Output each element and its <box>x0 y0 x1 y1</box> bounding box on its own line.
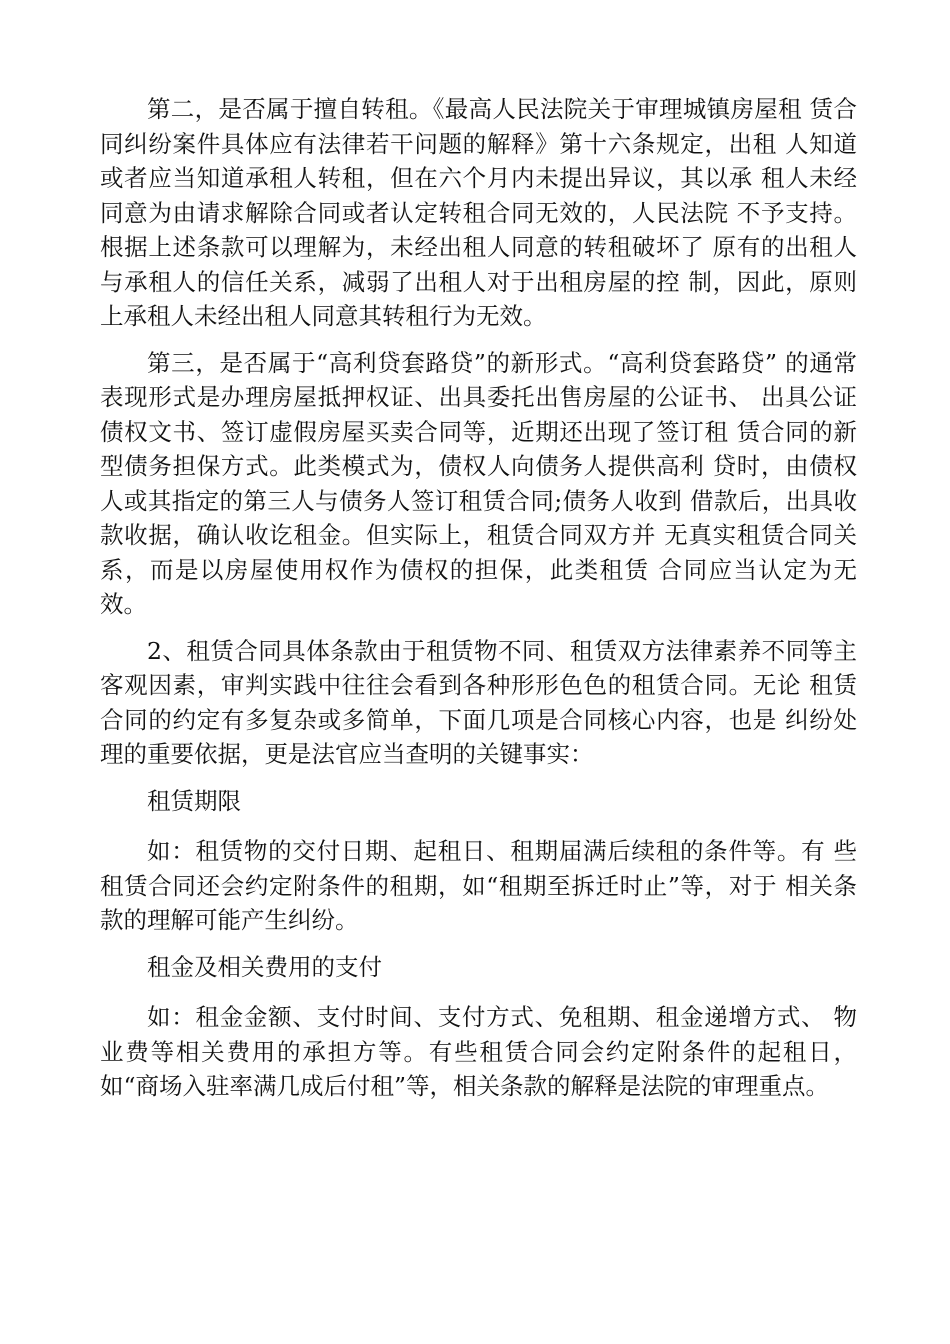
paragraph-usury-loan: 第三，是否属于“高利贷套路贷”的新形式。“高利贷套路贷” 的通常表现形式是办理房屋抵押权证、出具委托出售房屋的公证书、 出具公证债权文书、签订虚假房屋买卖合同等，近期还出现了签订租 赁合同的新型债务担保方式。此类模式为，债权人向债务人提供高利 贷时，由债权人或其指定的第三人与债务人签订租赁合同;债务人收到 借款后，出具收款收据，确认收讫租金。但实际上，租赁合同双方并 无真实租赁合同关系，而是以房屋使用权作为债权的担保，此类租赁 合同应当认定为无效。 <box>100 348 857 618</box>
heading-rent-payment: 租金及相关费用的支付 <box>147 952 382 981</box>
heading-lease-period: 租赁期限 <box>147 786 241 815</box>
document-page <box>100 92 857 1116</box>
paragraph-lease-period: 如：租赁物的交付日期、起租日、租期届满后续租的条件等。有 些租赁合同还会约定附条件的租期，如“租期至拆迁时止”等，对于 相关条款的理解可能产生纠纷。 <box>100 837 857 934</box>
paragraph-sublet: 第二，是否属于擅自转租。《最高人民法院关于审理城镇房屋租 赁合同纠纷案件具体应有法律若干问题的解释》第十六条规定，出租 人知道或者应当知道承租人转租，但在六个月内未提出异议，其以承 租人未经同意为由请求解除合同或者认定转租合同无效的，人民法院 不予支持。根据上述条款可以理解为，未经出租人同意的转租破坏了 原有的出租人与承租人的信任关系，减弱了出租人对于出租房屋的控 制，因此，原则上承租人未经出租人同意其转租行为无效。 <box>100 95 857 330</box>
paragraph-rent-payment: 如：租金金额、支付时间、支付方式、免租期、租金递增方式、 物业费等相关费用的承担方等。有些租赁合同会约定附条件的起租日，如“商场入驻率满几成后付租”等，相关条款的解释是法院的审理重点。 <box>100 1003 857 1100</box>
paragraph-lease-terms: 2、租赁合同具体条款由于租赁物不同、租赁双方法律素养不同等主客观因素，审判实践中往往会看到各种形形色色的租赁合同。无论 租赁合同的约定有多复杂或多简单，下面几项是合同核心内容，也是 纠纷处理的重要依据，更是法官应当查明的关键事实： <box>100 636 857 768</box>
